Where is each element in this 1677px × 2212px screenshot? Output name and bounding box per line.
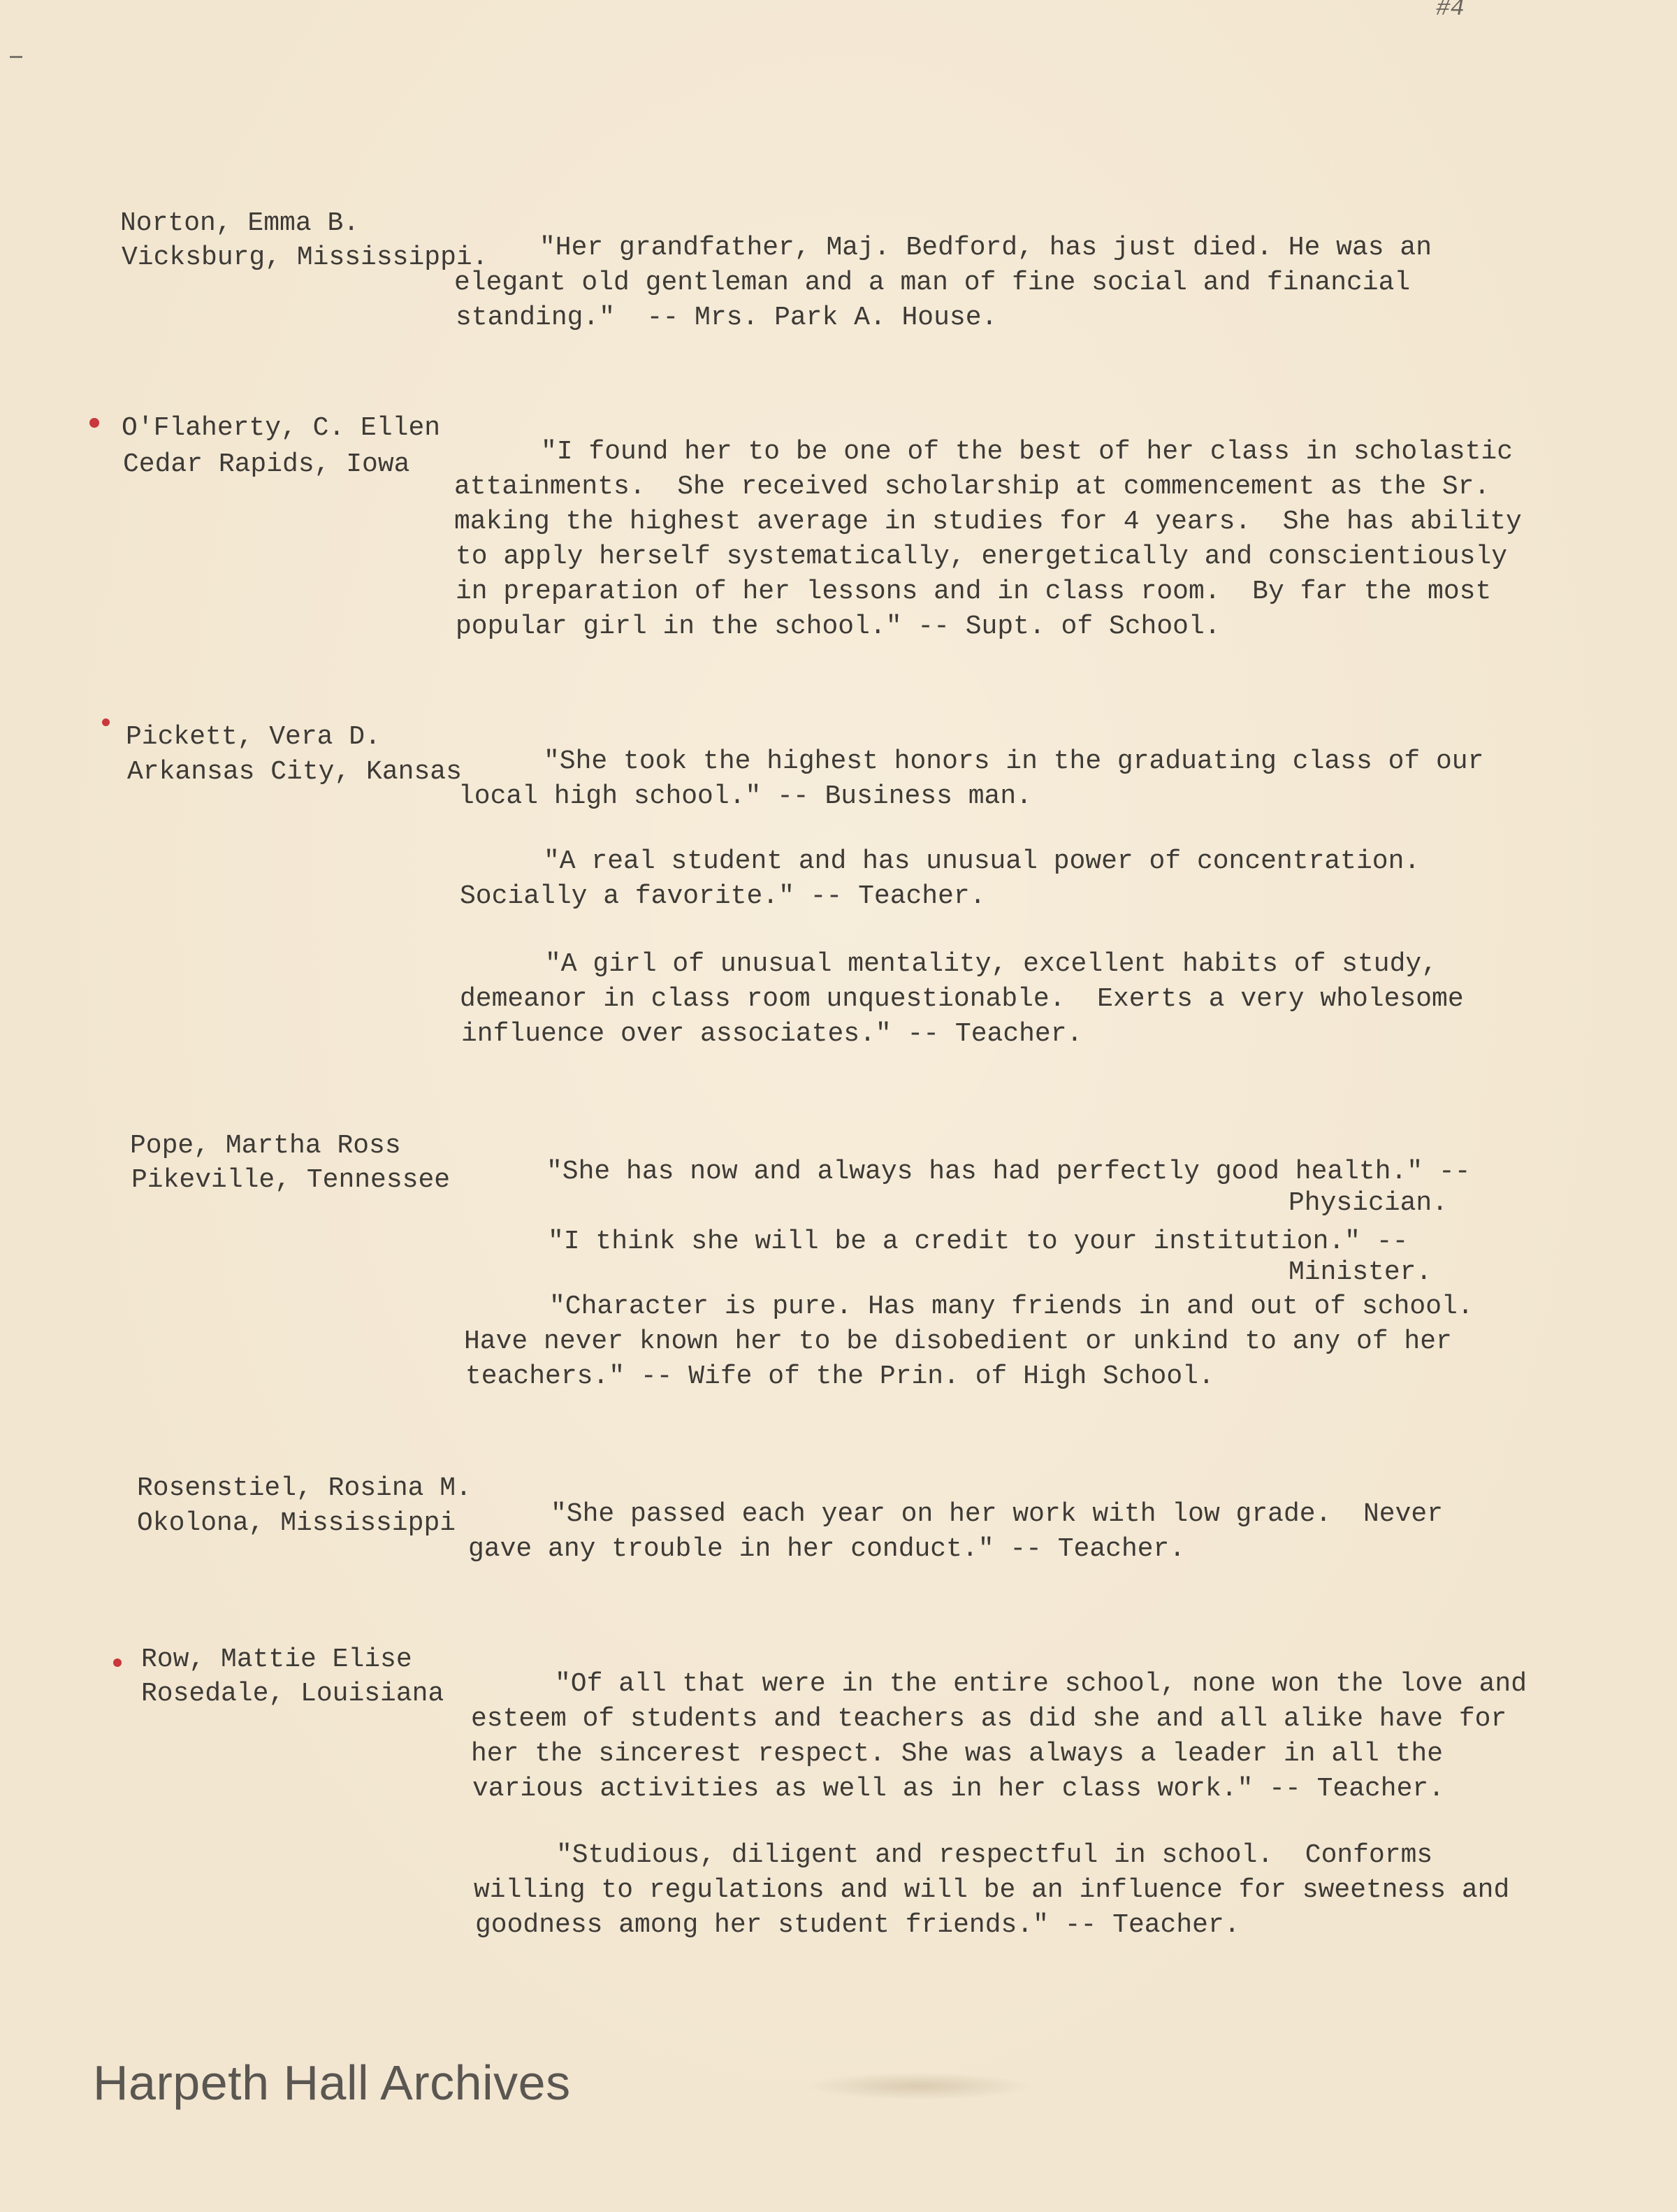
quote-line: "A real student and has unusual power of concentration. [544,846,1421,876]
entry-location: Cedar Rapids, Iowa [123,449,410,479]
red-check-mark [102,718,110,726]
entry-location: Vicksburg, Mississippi. [122,243,488,273]
quote-line: esteem of students and teachers as did she and all alike have for [471,1704,1507,1734]
red-check-mark [113,1658,122,1667]
entry-location: Pikeville, Tennessee [131,1165,451,1195]
red-check-mark [89,418,99,428]
entry-location: Arkansas City, Kansas [127,757,462,787]
quote-line: standing." -- Mrs. Park A. House. [456,303,998,333]
archive-watermark: Harpeth Hall Archives [93,2055,571,2110]
entry-name: O'Flaherty, C. Ellen [122,413,441,443]
entry-name: Row, Mattie Elise [141,1644,412,1675]
quote-line: demeanor in class room unquestionable. Exerts a very wholesome [460,984,1464,1014]
quote-line: Have never known her to be disobedient or unkind to any of her [464,1327,1452,1357]
quote-line: "I think she will be a credit to your institution." -- [548,1227,1409,1257]
entry-name: Rosenstiel, Rosina M. [137,1473,472,1503]
quote-line: making the highest average in studies for 4 years. She has ability [454,507,1522,537]
quote-line: "Character is pure. Has many friends in and out of school. [549,1292,1474,1322]
quote-line: Socially a favorite." -- Teacher. [460,881,986,911]
paper-smudge [804,2072,1034,2100]
quote-line: to apply herself systematically, energetically and conscientiously [456,542,1508,572]
quote-line: "Of all that were in the entire school, none won the love and [555,1669,1527,1699]
quote-line: gave any trouble in her conduct." -- Teacher. [468,1534,1186,1564]
quote-line: "She passed each year on her work with low grade. Never [551,1499,1444,1529]
entry-name: Pickett, Vera D. [126,722,381,752]
entry-location: Rosedale, Louisiana [141,1679,444,1709]
quote-line: goodness among her student friends." -- Teacher. [475,1910,1240,1940]
quote-line: influence over associates." -- Teacher. [461,1019,1083,1049]
quote-line: willing to regulations and will be an influence for sweetness and [474,1875,1510,1905]
quote-line: teachers." -- Wife of the Prin. of High School. [465,1361,1214,1391]
entry-name: Norton, Emma B. [120,208,360,238]
quote-line: "She took the highest honors in the graduating class of our [544,746,1484,776]
quote-line: elegant old gentleman and a man of fine social and financial [454,268,1411,298]
quote-line: various activities as well as in her class work." -- Teacher. [472,1774,1445,1804]
entry-location: Okolona, Mississippi [137,1508,456,1538]
quote-line: her the sincerest respect. She was always a leader in all the [471,1739,1444,1769]
entry-name: Pope, Martha Ross [130,1131,401,1161]
quote-line: popular girl in the school." -- Supt. of School. [456,612,1221,642]
quote-line: in preparation of her lessons and in class room. By far the most [456,577,1492,607]
quote-attribution: Minister. [1288,1257,1432,1287]
quote-attribution: Physician. [1288,1188,1449,1218]
quote-line: "A girl of unusual mentality, excellent habits of study, [545,949,1438,979]
page-number: #4 [1436,0,1465,22]
quote-line: local high school." -- Business man. [458,781,1032,811]
quote-line: "Her grandfather, Maj. Bedford, has just died. He was an [539,233,1432,263]
quote-line: attainments. She received scholarship at commencement as the Sr. [454,472,1490,502]
quote-line: "I found her to be one of the best of her class in scholastic [541,437,1513,467]
edge-mark [10,56,22,58]
quote-line: "She has now and always has had perfectly good health." -- [546,1157,1471,1187]
quote-line: "Studious, diligent and respectful in school. Conforms [556,1840,1433,1870]
